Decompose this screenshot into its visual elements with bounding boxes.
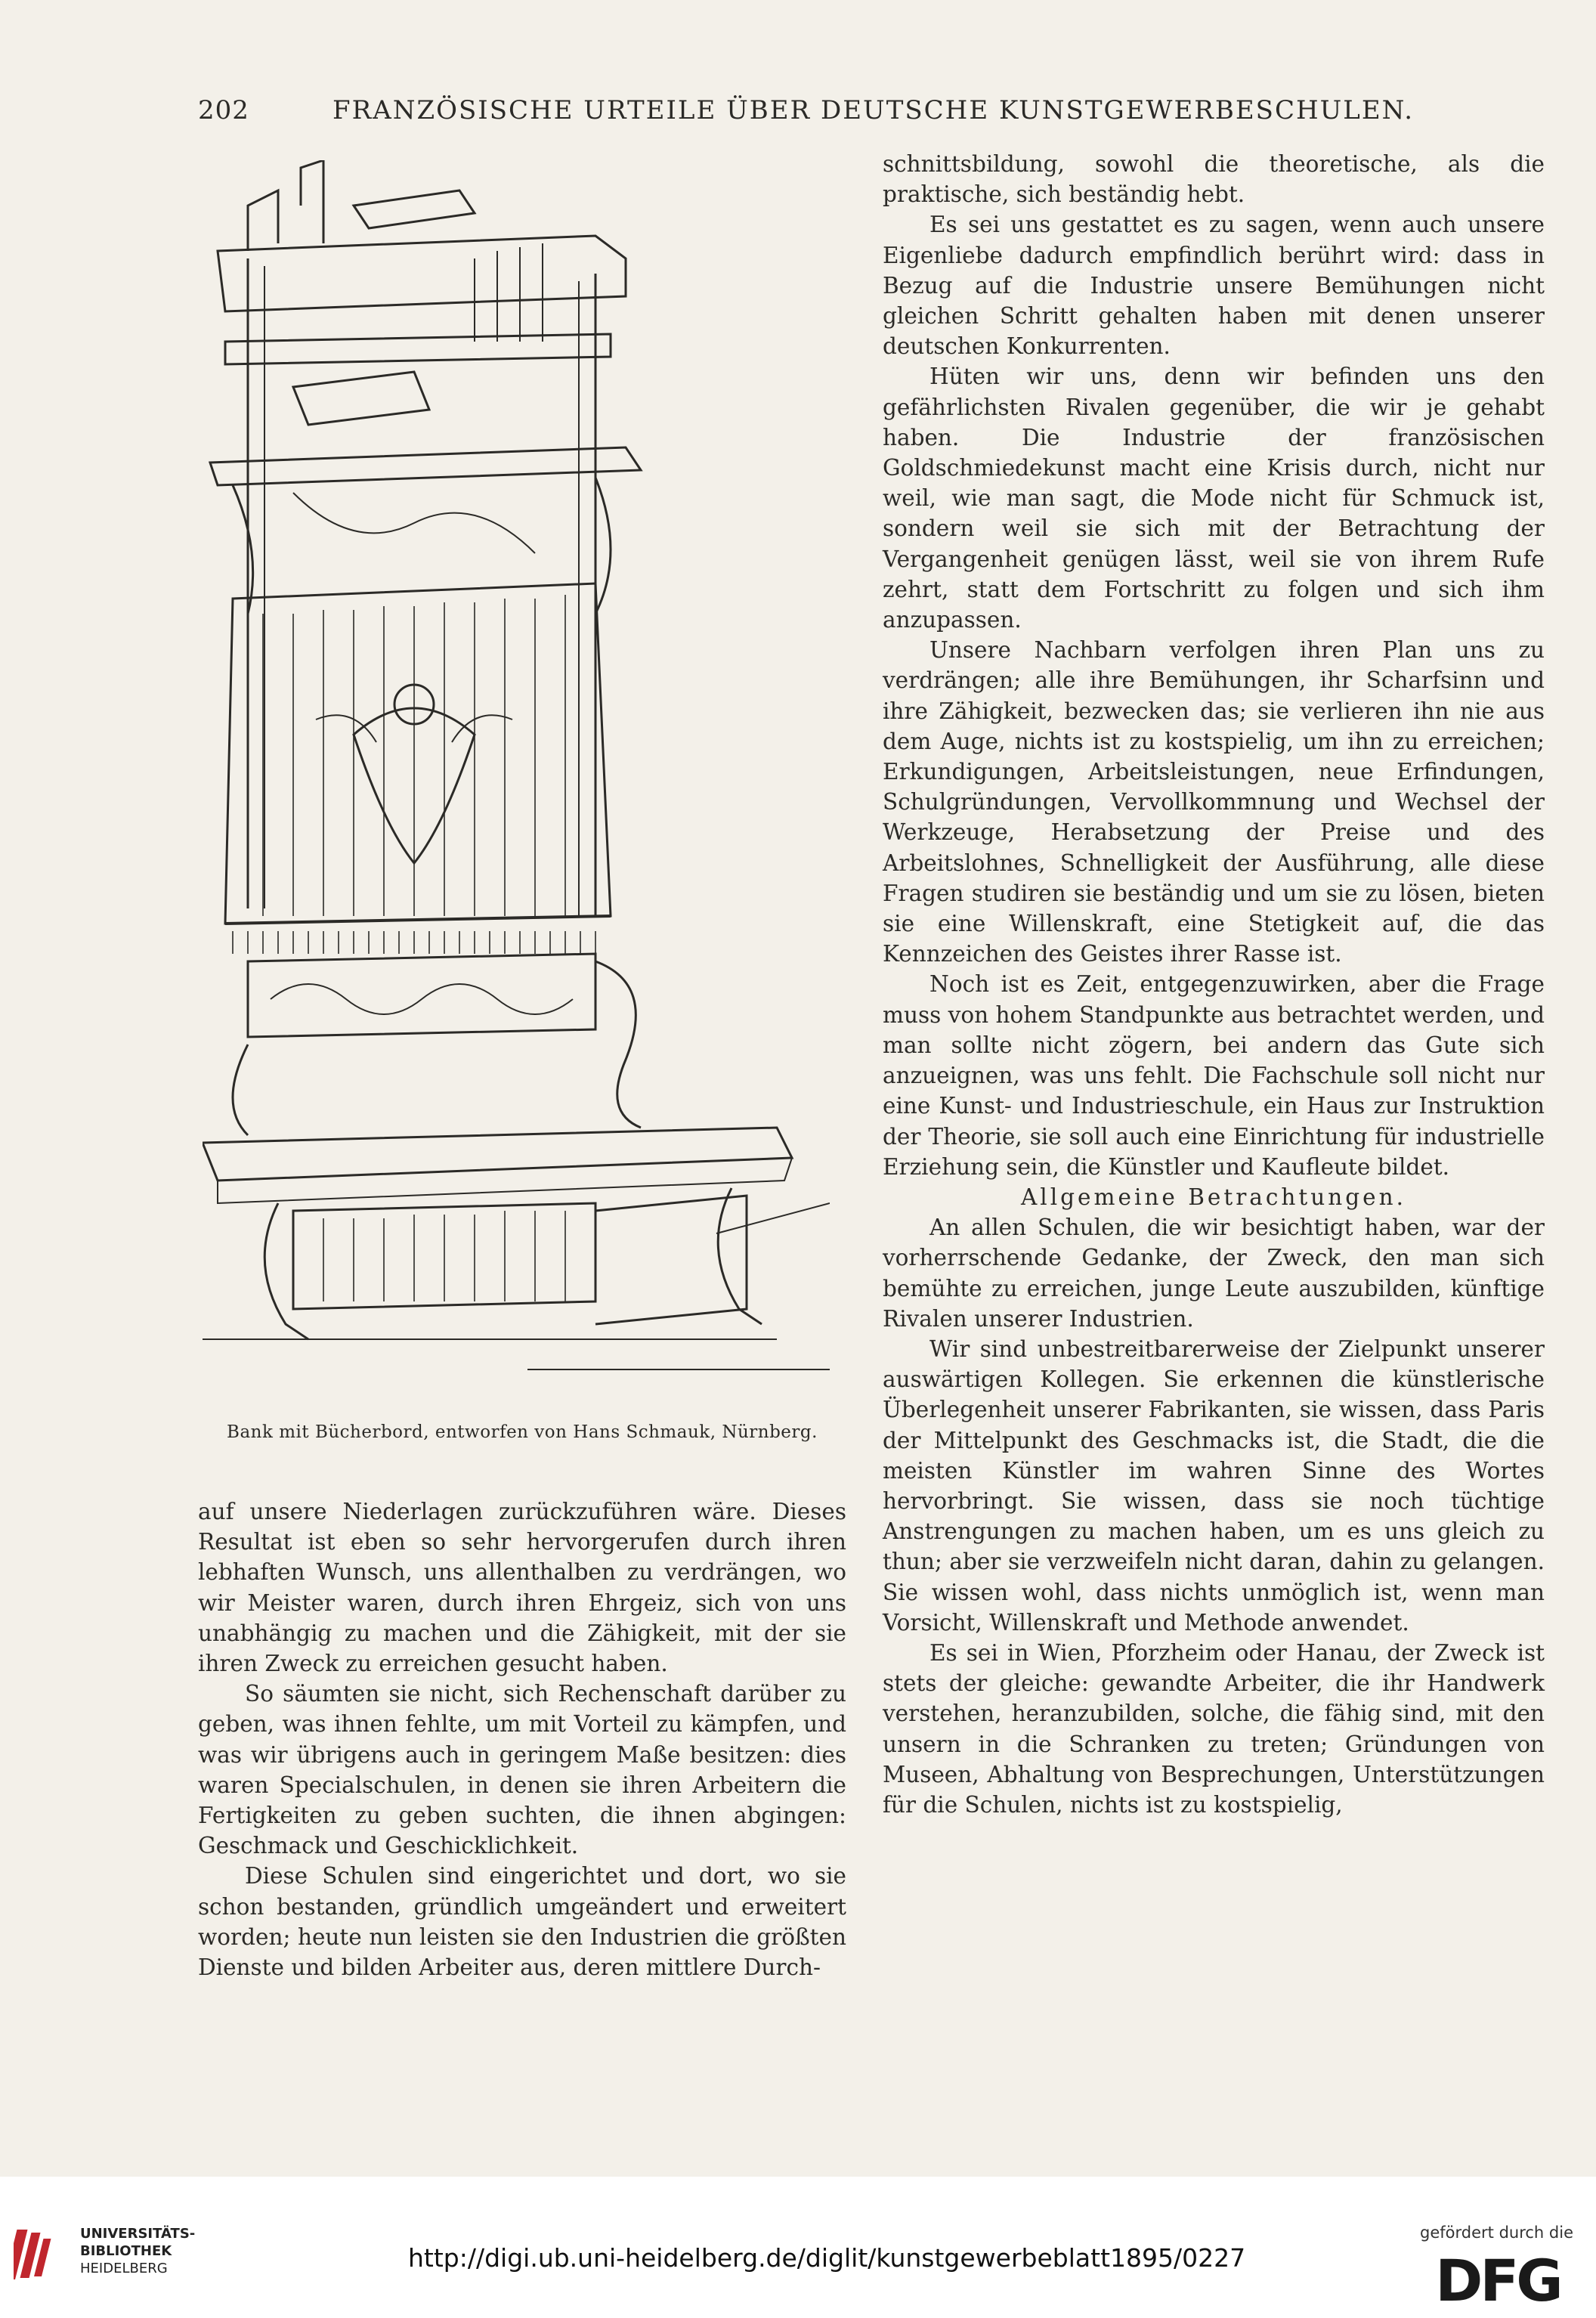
running-title: FRANZÖSISCHE URTEILE ÜBER DEUTSCHE KUNSTGEWERBESCHULEN. <box>332 95 1415 125</box>
paragraph: schnittsbildung, sowohl die theoretische, als die praktische, sich beständig hebt. <box>883 151 1545 208</box>
paragraph: Hüten wir uns, denn wir befinden uns den gefährlichsten Rivalen gegenüber, die wir je gehabt haben. Die Industrie der französischen Goldschmiedekunst macht eine Krisis durch, nicht nur weil, wie man sagt, die Mode nicht für Schmuck ist, sondern weil sie sich mit der Betrachtung der Vergangenheit genügen lässt, weil sie von ihrem Rufe zehrt, statt dem Fortschritt zu folgen und sich ihm anzupassen. <box>883 364 1545 633</box>
paragraph: Noch ist es Zeit, entgegenzuwirken, aber die Frage muss von hohem Standpunkte aus betrachtet werden, und man sollte nicht zögern, bei andern das Gute sich anzueignen, was uns fehlt. Die Fachschule soll nicht nur eine Kunst- und Industrieschule, ein Haus zur Instruktion der Theorie, sie soll auch eine Einrichtung für industrielle Erziehung sein, die Künstler und Kaufleute bildet. <box>883 971 1545 1180</box>
paragraph: So säumten sie nicht, sich Rechenschaft darüber zu geben, was ihnen fehlte, um mit Vorteil zu kämpfen, und was wir übrigens auch in geringem Maße besitzen: dies waren Specialschulen, in denen sie ihren Arbeitern die Fertigkeiten zu geben suchten, die ihnen abgingen: Geschmack und Geschicklichkeit. <box>198 1681 846 1859</box>
source-url-link[interactable]: http://digi.ub.uni-heidelberg.de/diglit/kunstgewerbeblatt1895/0227 <box>408 2243 1246 2273</box>
paragraph: Unsere Nachbarn verfolgen ihren Plan uns zu verdrängen; alle ihre Bemühungen, ihr Scharfsinn und ihre Zähigkeit, bezwecken das; sie verlieren ihn nie aus dem Auge, nichts ist zu kostspielig, um ihn zu erreichen; Erkundigungen, Arbeitsleistungen, neue Erfindungen, Schulgründungen, Vervollkommnung und Wechsel der Werkzeuge, Herabsetzung der Preise und des Arbeitslohnes, Schnelligkeit der Ausführung, alle diese Fragen studiren sie beständig und um sie zu lösen, bieten sie eine Willenskraft, eine Stetigkeit auf, die das Kennzeichen des Geistes ihrer Rasse ist. <box>883 637 1545 967</box>
right-column <box>883 149 1545 1820</box>
paragraph: Diese Schulen sind eingerichtet und dort, wo sie schon bestanden, gründlich umgeändert und erweitert worden; heute nun leisten sie den Industrien die größten Dienste und bilden Arbeiter aus, deren mittlere Durch- <box>198 1863 846 1981</box>
section-subheading: Allgemeine Betrachtungen. <box>1021 1184 1406 1210</box>
figure-caption: Bank mit Bücherbord, entworfen von Hans Schmauk, Nürnberg. <box>227 1422 818 1442</box>
library-name: UNIVERSITÄTS- BIBLIOTHEK HEIDELBERG <box>80 2226 196 2276</box>
paragraph: An allen Schulen, die wir besichtigt haben, war der vorherrschende Gedanke, der Zweck, den man sich bemühte zu erreichen, junge Leute auszubilden, künftige Rivalen unserer Industrien. <box>883 1215 1545 1332</box>
paragraph: Es sei in Wien, Pforzheim oder Hanau, der Zweck ist stets der gleiche: gewandte Arbeiter, die ihr Handwerk verstehen, heranzubilden, solche, die fähig sind, mit den unsern in die Schranken zu treten; Gründungen von Museen, Abhaltung von Besprechungen, Unterstützungen für die Schulen, nichts ist zu kostspielig, <box>883 1639 1545 1818</box>
digitization-footer <box>0 2177 1596 2318</box>
left-column <box>198 1496 846 1982</box>
paragraph: Wir sind unbestreitbarerweise der Zielpunkt unserer auswärtigen Kollegen. Sie erkennen die künstlerische Überlegenheit unserer Fabrikanten, sie wissen, dass Paris der Mittelpunkt des Geschmacks ist, die Stadt, die die meisten Künstler im wahren Sinne des Wortes hervorbringt. Sie wissen, dass sie noch tüchtige Anstrengungen zu machen haben, um es uns gleich zu thun; aber sie verzweifeln nicht daran, dahin zu gelangen. Sie wissen wohl, dass nichts unmöglich ist, wenn man Vorsicht, Willenskraft und Methode anwendet. <box>883 1335 1545 1636</box>
dfg-logo-icon <box>1422 2249 1573 2307</box>
page-number: 202 <box>198 95 249 125</box>
dfg-logo-text: DFG <box>1435 2249 1560 2307</box>
bench-illustration <box>203 160 830 1385</box>
paragraph: auf unsere Niederlagen zurückzuführen wäre. Dieses Resultat ist eben so sehr hervorgerufen durch ihren lebhaften Wunsch, uns allenthalben zu verdrängen, wo wir Meister waren, durch ihren Ehrgeiz, sich von uns unabhängig zu machen und die Zähigkeit, mit der sie ihren Zweck zu erreichen gesucht haben. <box>198 1499 846 1677</box>
funded-by-label: gefördert durch die <box>1420 2224 1573 2242</box>
bench-with-bookshelf-engraving-icon <box>203 160 830 1385</box>
paragraph: Es sei uns gestattet es zu sagen, wenn auch unsere Eigenliebe dadurch empfindlich berührt wird: dass in Bezug auf die Industrie unsere Bemühungen nicht gleichen Schritt gehalten haben mit denen unserer deutschen Konkurrenten. <box>883 212 1545 360</box>
university-library-logo-icon <box>14 2225 66 2284</box>
